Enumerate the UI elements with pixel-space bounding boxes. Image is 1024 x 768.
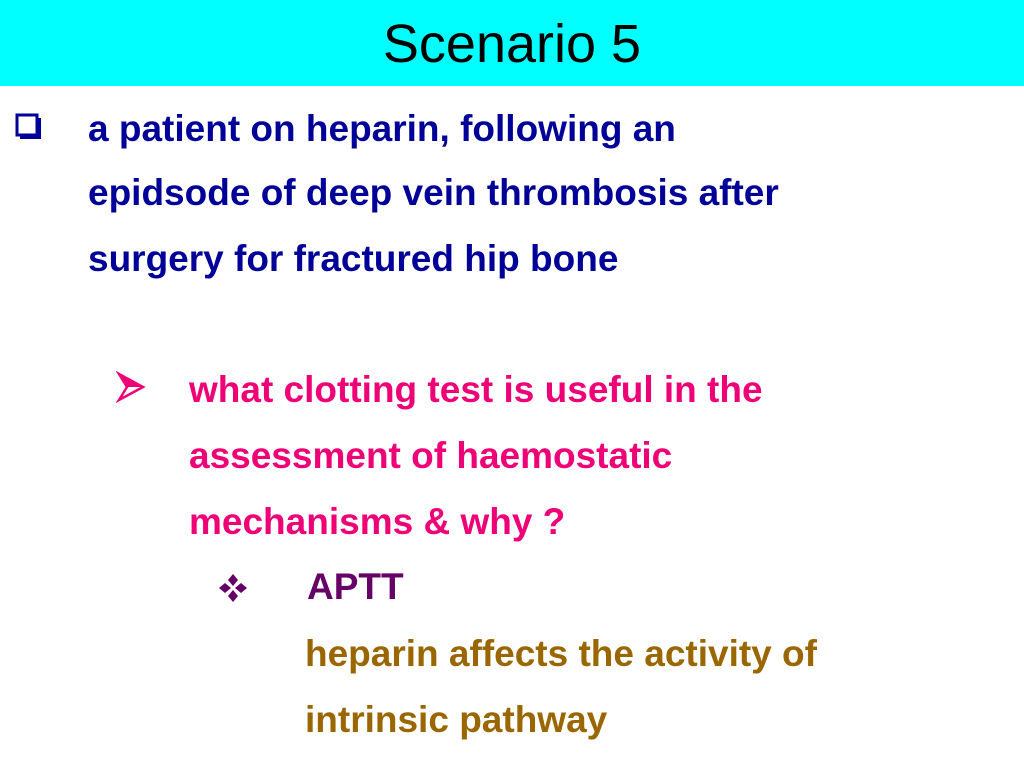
point1-line-2: epidsode of deep vein thrombosis after	[88, 172, 779, 213]
slide-title: Scenario 5	[382, 14, 642, 74]
point3-heading: APTT	[307, 566, 404, 607]
four-diamond-icon	[218, 573, 248, 603]
point2-line-2: assessment of haemostatic	[189, 435, 673, 476]
point3-line-1: heparin affects the activity of	[305, 633, 817, 674]
square-checkbox-icon	[15, 113, 42, 140]
point3-line-2: intrinsic pathway	[305, 699, 608, 740]
point2-line-3: mechanisms & why ?	[189, 501, 566, 542]
point1-line-1: a patient on heparin, following an	[88, 108, 676, 149]
point2-line-1: what clotting test is useful in the	[189, 369, 763, 410]
arrow-right-icon	[116, 371, 146, 403]
point1-line-3: surgery for fractured hip bone	[88, 238, 619, 279]
title-bar	[0, 0, 1024, 86]
